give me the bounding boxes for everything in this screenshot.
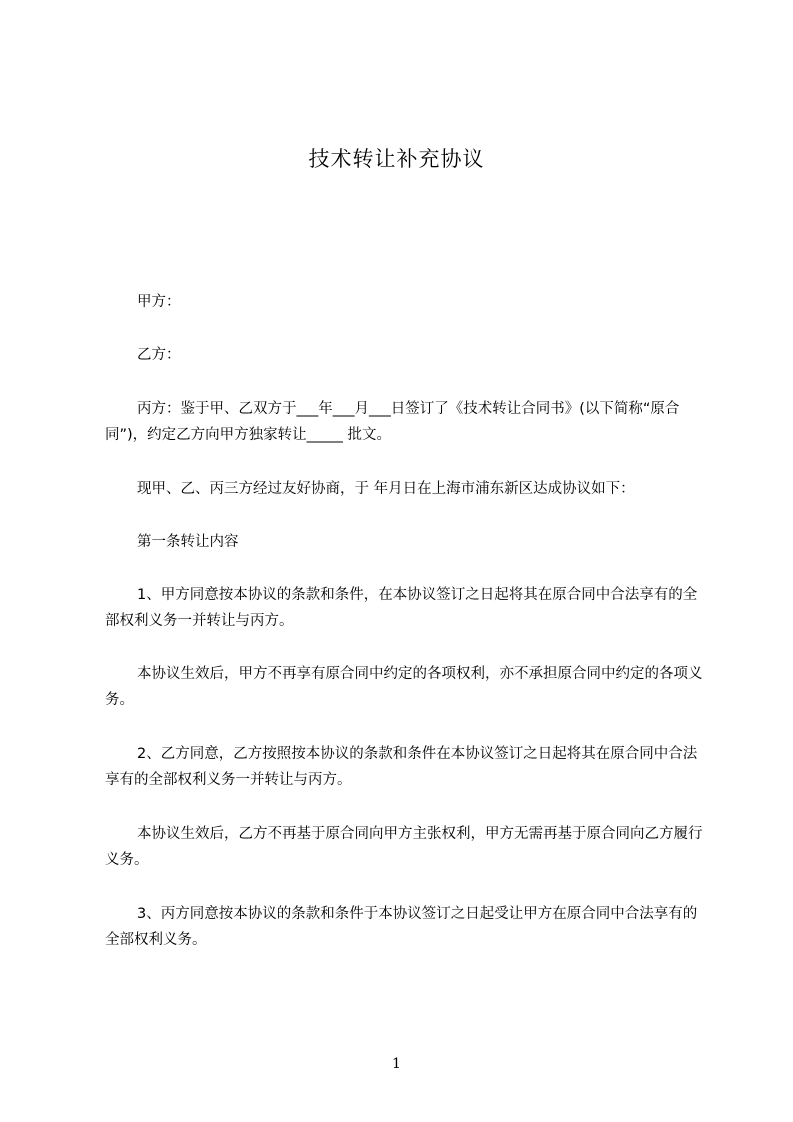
party-a-label: 甲方： [137, 294, 181, 310]
clause-1-effect [105, 661, 711, 713]
party-c-intro [105, 396, 711, 448]
article-1-heading [105, 529, 711, 555]
clause-3-text: 3、丙方同意按本协议的条款和条件于本协议签订之日起受让甲方在原合同中合法享有的全部权利义务。 [105, 906, 698, 948]
document-title: 技术转让补充协议 [308, 147, 485, 171]
article-1-heading-text: 第一条转让内容 [137, 534, 239, 550]
party-c-intro-text: 丙方：鉴于甲、乙双方于___年___月___日签订了《技术转让合同书》(以下简称“原合同”)，约定乙方向甲方独家转让_____ 批文。 [105, 401, 680, 443]
clause-2-effect-text: 本协议生效后，乙方不再基于原合同向甲方主张权利，甲方无需再基于原合同向乙方履行义务。 [105, 826, 703, 868]
clause-1-text: 1、甲方同意按本协议的条款和条件，在本协议签订之日起将其在原合同中合法享有的全部权利义务一并转让与丙方。 [105, 587, 698, 629]
party-a-line [105, 289, 711, 315]
party-b-line [105, 342, 711, 368]
clause-2-text: 2、乙方同意，乙方按照按本协议的条款和条件在本协议签订之日起将其在原合同中合法享有的全部权利义务一并转让与丙方。 [105, 746, 698, 788]
negotiation-paragraph [105, 476, 711, 502]
clause-1 [105, 582, 711, 634]
clause-2 [105, 741, 711, 793]
page-number: 1 [392, 1056, 401, 1072]
clause-3 [105, 901, 711, 953]
clause-2-effect [105, 821, 711, 873]
party-b-label: 乙方： [137, 347, 181, 363]
clause-1-effect-text: 本协议生效后，甲方不再享有原合同中约定的各项权利，亦不承担原合同中约定的各项义务。 [105, 666, 703, 708]
negotiation-text: 现甲、乙、丙三方经过友好协商，于 年月日在上海市浦东新区达成协议如下： [137, 481, 635, 497]
